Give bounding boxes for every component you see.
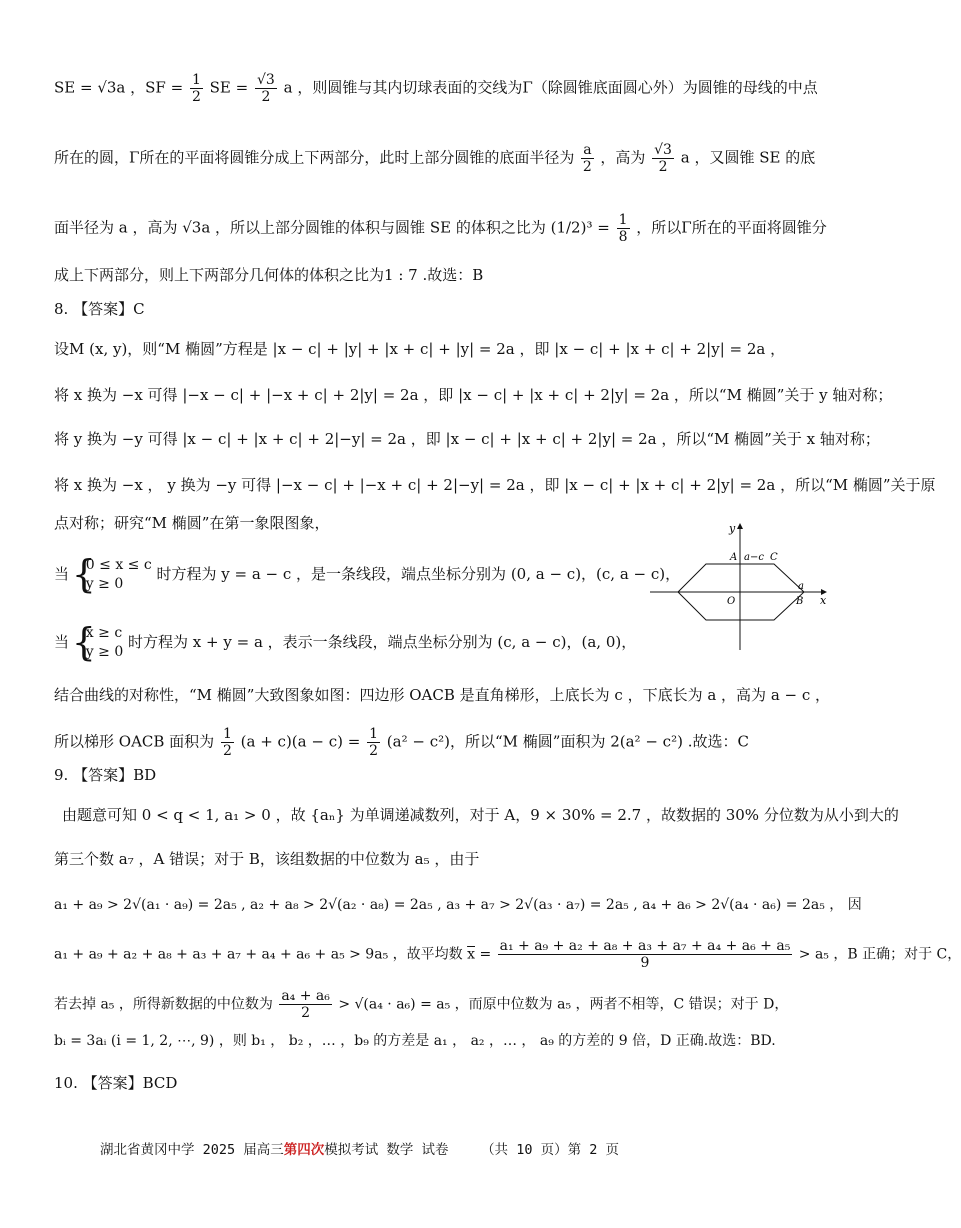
q9-line-2: 第三个数 a₇ ，A 错误；对于 B，该组数据的中位数为 a₅ ，由于 bbox=[54, 850, 480, 868]
label-a-minus-c: a−c bbox=[744, 552, 764, 563]
q9-line-6: bᵢ = 3aᵢ (i = 1, 2, ⋯, 9) ，则 b₁ ， b₂ ，… ，b₉ 的方差是 a₁ ， a₂ ，… ， a₉ 的方差的 9 倍，D 正确.故选：BD. bbox=[54, 1033, 776, 1049]
condition-system-1: { 0 ≤ x ≤ c y ≥ 0 bbox=[74, 556, 152, 594]
fraction-half: $\frac{1}{2}$ bbox=[369, 726, 379, 760]
median-fraction: $\frac{\text{a₄ + a₆}}{2}$ bbox=[281, 988, 330, 1022]
q8-line-3: 将 y 换为 −y 可得 |x − c| + |x + c| + 2|−y| = 2a ，即 |x − c| + |x + c| + 2|y| = 2a ，所以“M 椭圆”关于 x 轴对称； bbox=[54, 430, 880, 448]
fraction-sqrt3-over-2: $\frac{√3}{2}$ bbox=[654, 142, 672, 176]
fraction-one-eighth: $\frac{1}{8}$ bbox=[618, 212, 628, 246]
q9-line-5: 若去掉 a₅ ，所得新数据的中位数为 $\frac{\text{a₄ + a₆}}{2}$ > √(a₄ · a₆) = a₅ ，而原中位数为 a₅ ，两者不相等，C 错误；对于 D， bbox=[54, 988, 789, 1022]
m-ellipse-figure bbox=[648, 518, 838, 652]
fraction-half: $\frac{1}{2}$ bbox=[222, 726, 232, 760]
q8-header: 8. 【答案】C bbox=[54, 300, 145, 318]
q8-line-9: 所以梯形 OACB 面积为 $\frac{1}{2}$ (a + c)(a − c) = $\frac{1}{2}$ (a² − c²)，所以“M 椭圆”面积为 2(a² − c²) .故选：C bbox=[54, 726, 749, 760]
page-footer: 湖北省黄冈中学 2025 届高三第四次模拟考试 数学 试卷 （共 10 页）第 2 页 bbox=[100, 1142, 619, 1158]
q8-line-4: 将 x 换为 −x ， y 换为 −y 可得 |−x − c| + |−x + c| + 2|−y| = 2a ，即 |x − c| + |x + c| + 2|y| = 2a ，所以“M 椭圆”关于原 bbox=[54, 476, 936, 494]
label-B: B bbox=[796, 596, 804, 607]
q8-case-1: 当 { 0 ≤ x ≤ c y ≥ 0 时方程为 y = a − c ，是一条线段，端点坐标分别为 (0, a − c)，(c, a − c)， bbox=[54, 556, 680, 594]
p7-line-4: 成上下两部分，则上下两部分几何体的体积之比为1 : 7 .故选：B bbox=[54, 266, 484, 284]
q9-line-1: 由题意可知 0 < q < 1, a₁ > 0 ，故 {aₙ} 为单调递减数列，对于 A，9 × 30% = 2.7 ，故数据的 30% 分位数为从小到大的 bbox=[62, 806, 899, 824]
q9-header: 9. 【答案】BD bbox=[54, 766, 157, 784]
p7-line-2: 所在的圆，Γ所在的平面将圆锥分成上下两部分，此时上部分圆锥的底面半径为 $\frac{a}{2}$ ，高为 $\frac{√3}{2}$ a ，又圆锥 SE 的底 bbox=[54, 142, 816, 176]
p7-line-3: 面半径为 a ，高为 √3a ，所以上部分圆锥的体积与圆锥 SE 的体积之比为 (1/2)³ = $\frac{1}{8}$ ，所以Γ所在的平面将圆锥分 bbox=[54, 212, 827, 246]
q8-line-5: 点对称；研究“M 椭圆”在第一象限图象， bbox=[54, 514, 330, 532]
fraction-sqrt3-over-2: $\frac{√3}{2}$ bbox=[257, 72, 275, 106]
q9-line-3: a₁ + a₉ > 2√(a₁ · a₉) = 2a₅ , a₂ + a₈ > 2√(a₂ · a₈) = 2a₅ , a₃ + a₇ > 2√(a₃ · a₇) = 2a₅ , a₄ + a₆ > 2√(a₄ · a₆) = 2a₅ ， 因 bbox=[54, 897, 862, 913]
label-O: O bbox=[727, 596, 736, 607]
label-C: C bbox=[770, 552, 778, 563]
q8-line-8: 结合曲线的对称性，“M 椭圆”大致图象如图：四边形 OACB 是直角梯形，上底长为 c ，下底长为 a ，高为 a − c ， bbox=[54, 686, 831, 704]
label-y: y bbox=[729, 522, 736, 535]
label-a: a bbox=[798, 581, 804, 592]
q8-line-1: 设M (x, y)，则“M 椭圆”方程是 |x − c| + |y| + |x + c| + |y| = 2a ，即 |x − c| + |x + c| + 2|y| = 2a ， bbox=[54, 340, 786, 358]
q9-line-4: a₁ + a₉ + a₂ + a₈ + a₃ + a₇ + a₄ + a₆ + a₅ > 9a₅ ，故平均数 $\overline{x}$ = $\frac{\text{a₁ + a₉ + a₂ + a₈ + a₃ + a₇ + a₄ + a₆ + a₅}}{9}$ > a₅ ，B 正确；对于 C， bbox=[54, 938, 961, 972]
label-A: A bbox=[730, 552, 738, 563]
mean-fraction: $\frac{\text{a₁ + a₉ + a₂ + a₈ + a₃ + a₇ + a₄ + a₆ + a₅}}{9}$ bbox=[499, 938, 791, 972]
condition-system-2: { x ≥ c y ≥ 0 bbox=[74, 624, 123, 662]
label-x: x bbox=[820, 594, 827, 607]
q8-line-2: 将 x 换为 −x 可得 |−x − c| + |−x + c| + 2|y| = 2a ，即 |x − c| + |x + c| + 2|y| = 2a ，所以“M 椭圆”关于 y 轴对称； bbox=[54, 386, 893, 404]
fraction-half: $\frac{1}{2}$ bbox=[191, 72, 201, 106]
p7-line-1: SE = √3a ，SF = $\frac{1}{2}$ SE = $\frac{√3}{2}$ a ，则圆锥与其内切球表面的交线为Γ（除圆锥底面圆心外）为圆锥的母线的中点 bbox=[54, 72, 818, 106]
fraction-a-over-2: $\frac{a}{2}$ bbox=[582, 142, 592, 176]
q10-header: 10. 【答案】BCD bbox=[54, 1074, 178, 1092]
q8-case-2: 当 { x ≥ c y ≥ 0 时方程为 x + y = a ，表示一条线段，端点坐标分别为 (c, a − c)，(a, 0)， bbox=[54, 624, 636, 662]
